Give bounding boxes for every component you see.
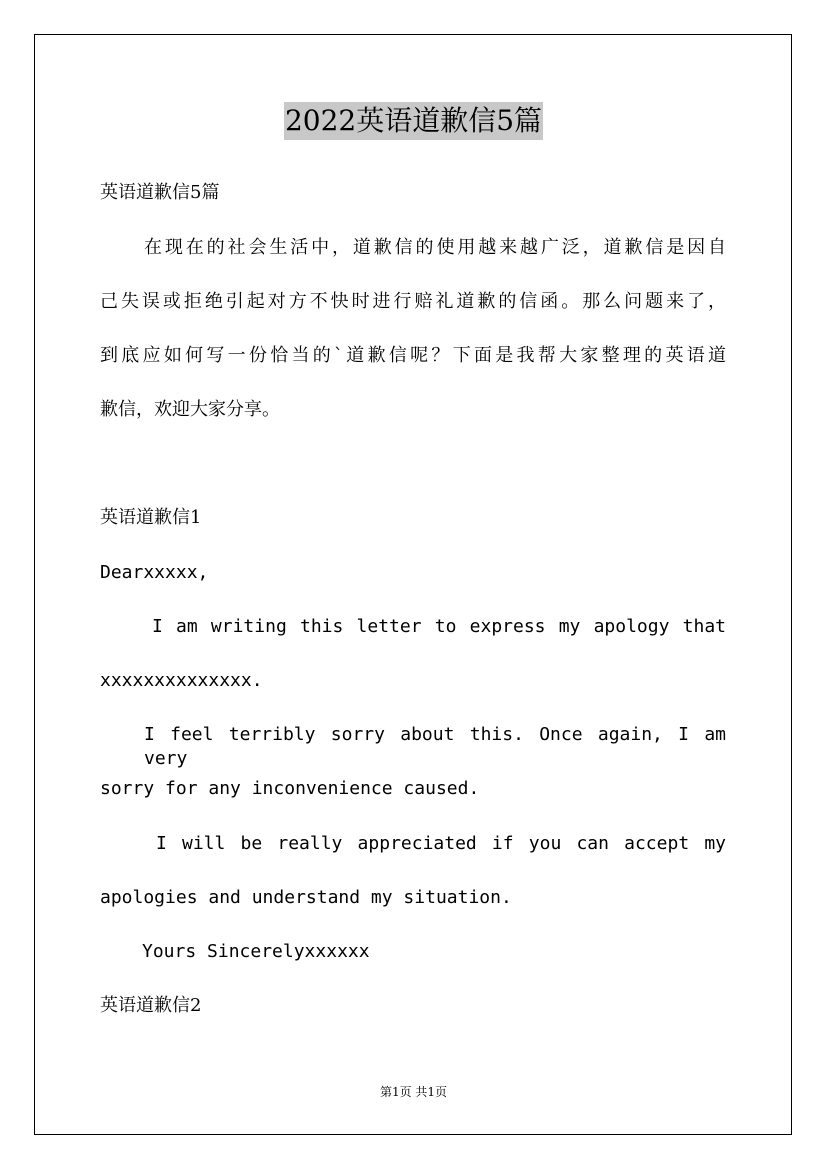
document-title: 2022英语道歉信5篇 (284, 102, 543, 140)
letter1-paragraph1-line1: I am writing this letter to express my apology that (152, 616, 726, 637)
letter1-closing: Yours Sincerelyxxxxxx (142, 941, 370, 962)
letter1-paragraph3-line1: I will be really appreciated if you can accept my (156, 833, 726, 854)
intro-line-2: 己失误或拒绝引起对方不快时进行赔礼道歉的信函。那么问题来了， (100, 291, 726, 312)
page-footer: 第1页 共1页 (379, 1085, 448, 1099)
subtitle: 英语道歉信5篇 (100, 182, 220, 203)
title-container (0, 102, 827, 140)
letter1-paragraph2-line1: I feel terribly sorry about this. Once again, I am very (144, 724, 726, 769)
letter1-heading: 英语道歉信1 (100, 507, 202, 528)
intro-line-4: 歉信，欢迎大家分享。 (100, 399, 280, 420)
intro-line-3: 到底应如何写一份恰当的`道歉信呢？下面是我帮大家整理的英语道 (100, 345, 726, 366)
letter1-greeting: Dearxxxxx, (100, 562, 209, 583)
letter1-paragraph1-line2: xxxxxxxxxxxxxx. (100, 670, 263, 691)
letter2-heading: 英语道歉信2 (100, 995, 202, 1016)
letter1-paragraph2-line2: sorry for any inconvenience caused. (100, 778, 480, 799)
letter1-paragraph3-line2: apologies and understand my situation. (100, 887, 512, 908)
intro-line-1: 在现在的社会生活中，道歉信的使用越来越广泛，道歉信是因自 (144, 237, 726, 258)
